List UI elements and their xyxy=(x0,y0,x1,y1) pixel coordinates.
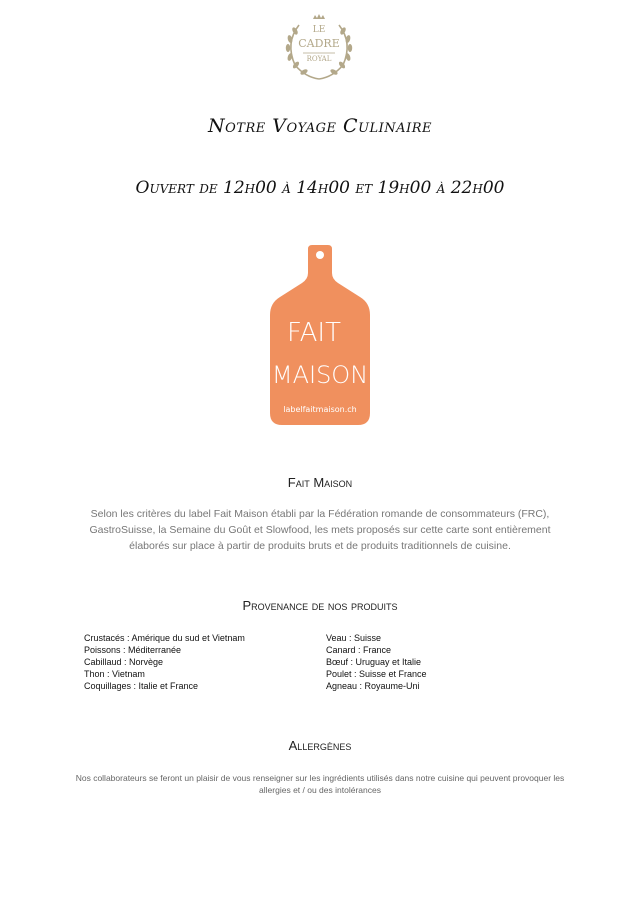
logo-text-le: LE xyxy=(312,25,326,35)
provenance-item: Bœuf : Uruguay et Italie xyxy=(326,657,422,667)
provenance-item: Veau : Suisse xyxy=(326,633,382,643)
le-cadre-royal-logo xyxy=(279,13,359,83)
provenance-item: Canard : France xyxy=(326,645,392,655)
provenance-left-column xyxy=(84,632,245,692)
fait-maison-title: Fait Maison xyxy=(287,475,353,490)
page-title: Notre Voyage Culinaire xyxy=(208,115,432,137)
provenance-item: Coquillages : Italie et France xyxy=(84,681,199,691)
logo-text-cadre: CADRE xyxy=(298,37,340,50)
provenance-right-column xyxy=(326,632,427,692)
label-url: labelfaitmaison.ch xyxy=(283,405,357,414)
provenance-item: Cabillaud : Norvège xyxy=(84,657,164,667)
logo-text-royal: ROYAL xyxy=(306,55,332,63)
provenance-item: Agneau : Royaume-Uni xyxy=(326,681,420,691)
allergenes-title: Allergènes xyxy=(288,738,352,753)
provenance-item: Poissons : Méditerranée xyxy=(84,645,182,655)
provenance-item: Poulet : Suisse et France xyxy=(326,669,427,679)
allergenes-text: Nos collaborateurs se feront un plaisir de vous renseigner sur les ingrédients utilisés dans notre cuisine qui peuvent provoquer les allergies et / ou des intolérances xyxy=(75,773,565,795)
provenance-title: Provenance de nos produits xyxy=(242,598,398,613)
opening-hours: Ouvert de 12h00 à 14h00 et 19h00 à 22h00 xyxy=(135,178,505,198)
fait-maison-label-logo xyxy=(270,245,370,425)
provenance-item: Crustacés : Amérique du sud et Vietnam xyxy=(84,633,245,643)
fait-maison-text: Selon les critères du label Fait Maison établi par la Fédération romande de consommateurs (FRC), GastroSuisse, la Semaine du Goût et Slowfood, les mets proposés sur cette carte sont entièrement élaborés sur place à partir de produits bruts et de produits traditionnels de cuisine. xyxy=(89,508,551,552)
provenance-item: Thon : Vietnam xyxy=(84,669,145,679)
label-word-maison: MAISON xyxy=(271,361,369,389)
label-word-fait: FAIT xyxy=(287,318,341,348)
